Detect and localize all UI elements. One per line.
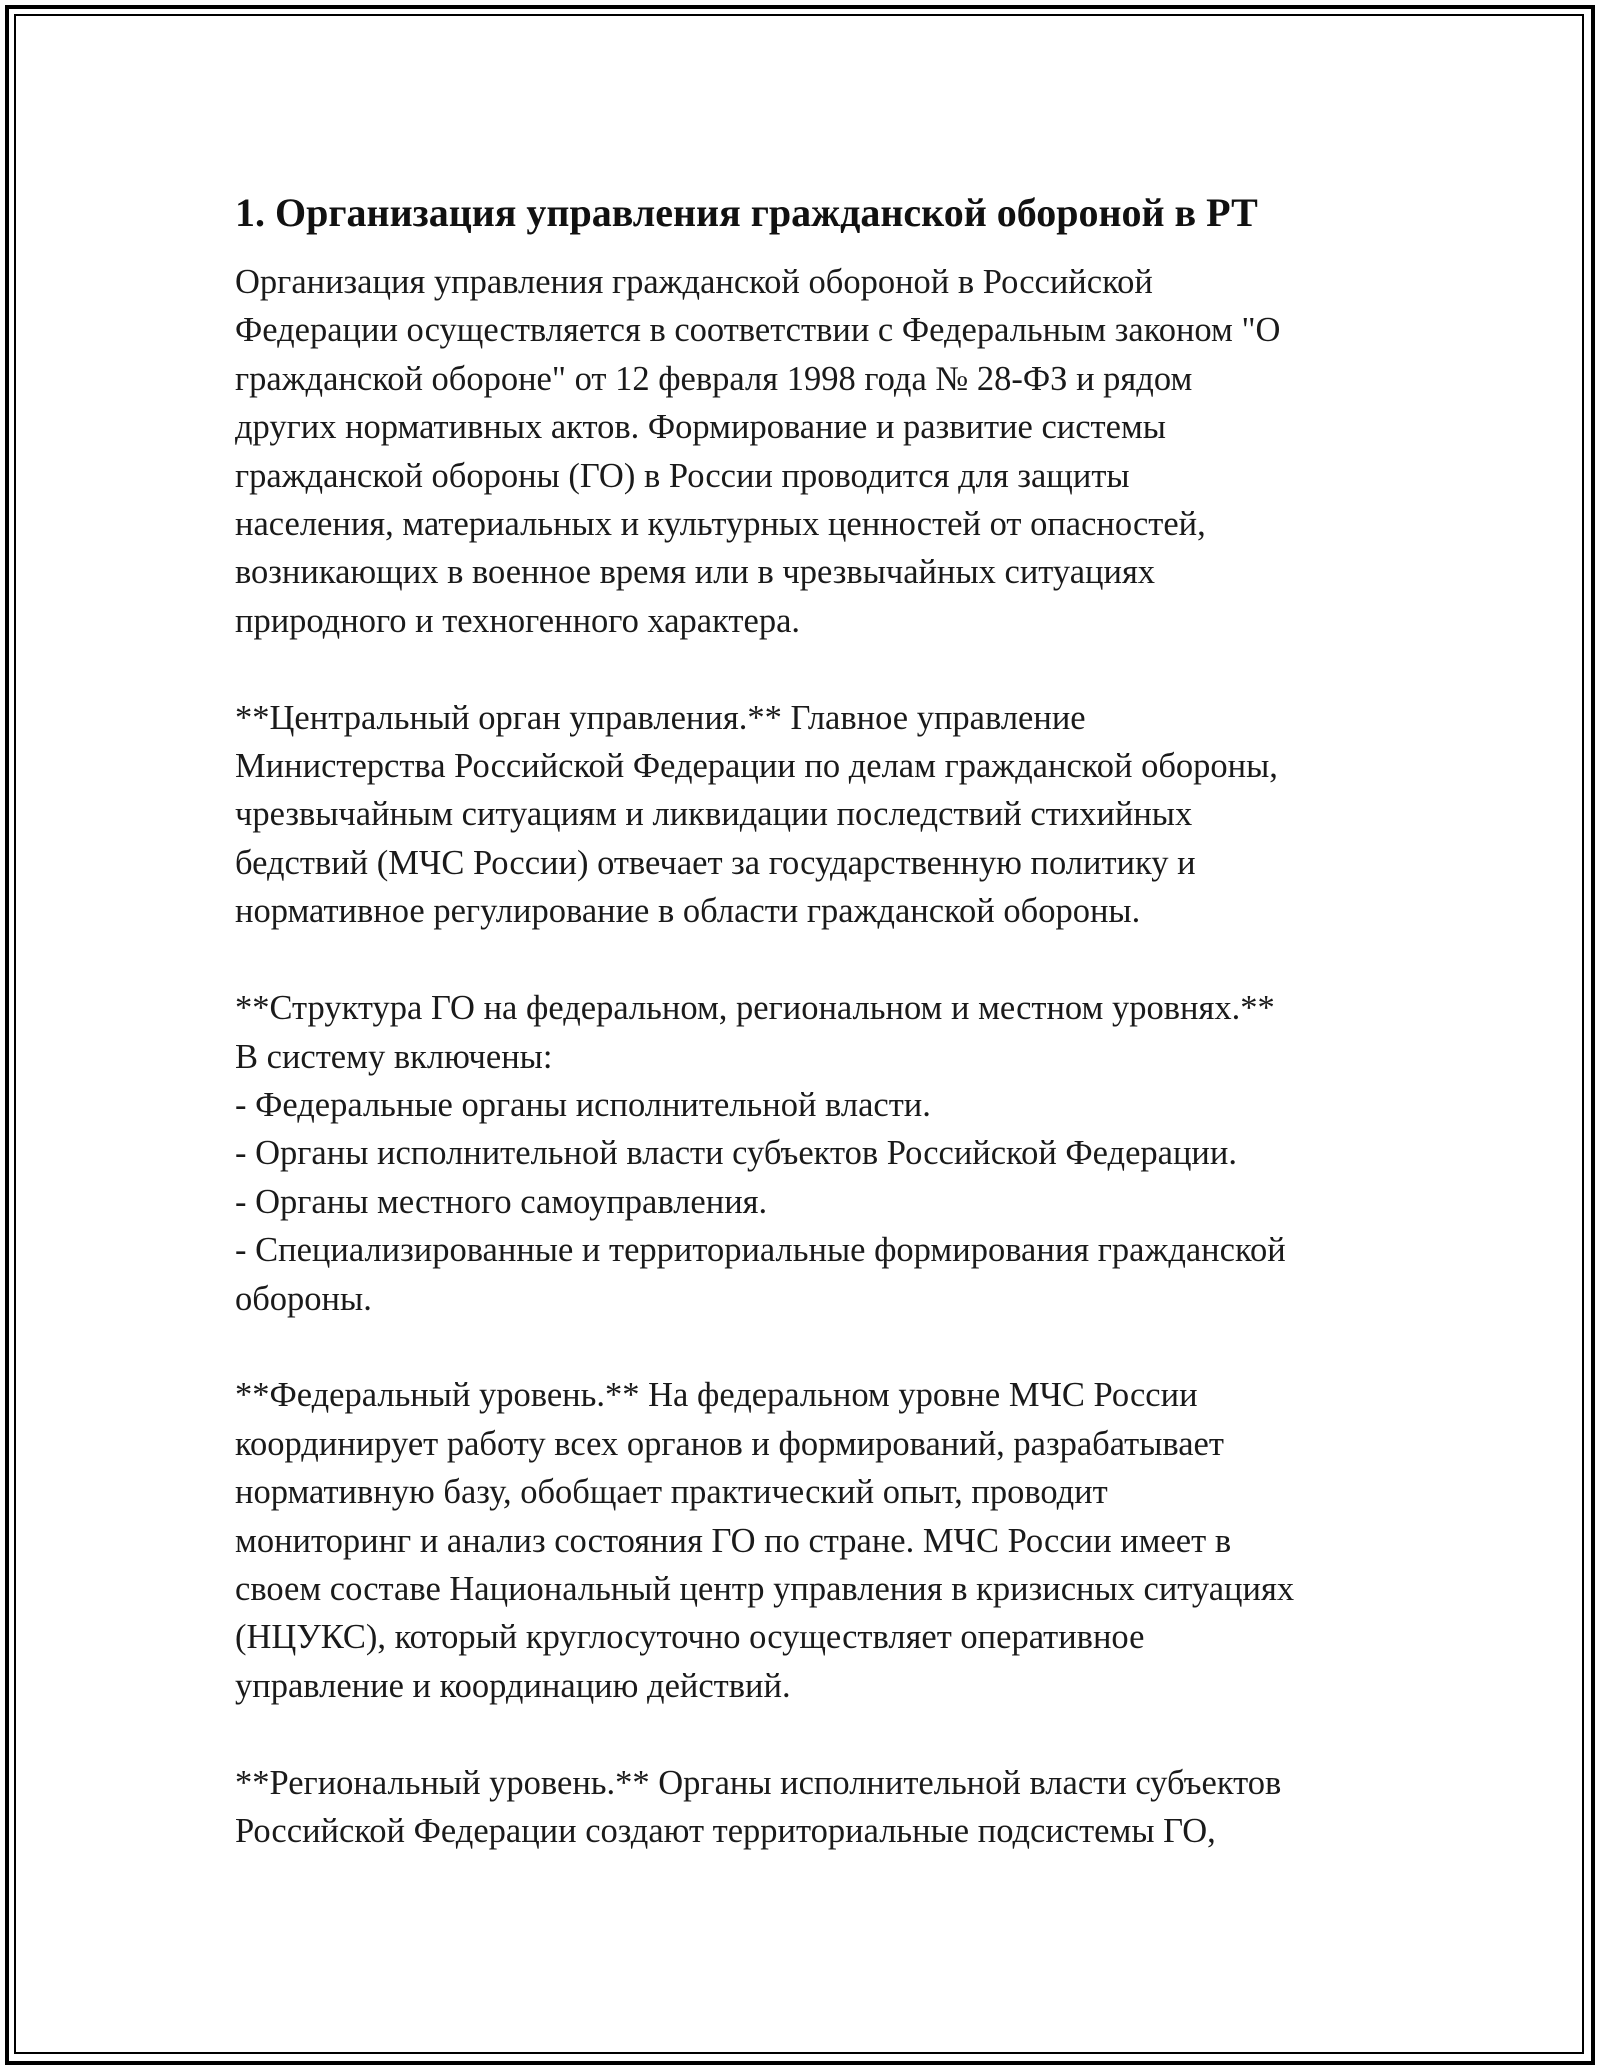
text-line: гражданской обороны (ГО) в России проводится для защиты — [235, 456, 1130, 495]
text-line: бедствий (МЧС России) отвечает за государственную политику и — [235, 843, 1196, 882]
text-line: **Структура ГО на федеральном, региональном и местном уровнях.** — [235, 989, 1275, 1028]
blank-line — [235, 645, 1375, 693]
text-line: - Органы исполнительной власти субъектов Российской Федерации. — [235, 1134, 1237, 1173]
text-line: нормативную базу, обобщает практический опыт, проводит — [235, 1473, 1108, 1512]
text-line: (НЦУКС), который круглосуточно осуществляет оперативное — [235, 1618, 1145, 1657]
text-line: - Федеральные органы исполнительной власти. — [235, 1085, 931, 1124]
text-line: **Федеральный уровень.** На федеральном уровне МЧС России — [235, 1376, 1198, 1415]
text-line: управление и координацию действий. — [235, 1666, 791, 1705]
document-title: 1. Организация управления гражданской обороной в РТ — [235, 190, 1258, 235]
text-line: чрезвычайным ситуациям и ликвидации последствий стихийных — [235, 795, 1193, 834]
text-line: возникающих в военное время или в чрезвычайных ситуациях — [235, 553, 1156, 592]
text-line: обороны. — [235, 1279, 372, 1318]
text-line: мониторинг и анализ состояния ГО по стране. МЧС России имеет в — [235, 1521, 1232, 1560]
text-line: - Органы местного самоуправления. — [235, 1182, 768, 1221]
document-text — [235, 258, 1375, 1855]
text-line: координирует работу всех органов и формирований, разрабатывает — [235, 1424, 1224, 1463]
text-line: других нормативных актов. Формирование и развитие системы — [235, 408, 1166, 447]
text-line: населения, материальных и культурных ценностей от опасностей, — [235, 505, 1206, 544]
text-line: **Региональный уровень.** Органы исполнительной власти субъектов — [235, 1763, 1282, 1802]
text-line: нормативное регулирование в области гражданской обороны. — [235, 892, 1141, 931]
blank-line — [235, 936, 1375, 984]
text-line: своем составе Национальный центр управления в кризисных ситуациях — [235, 1569, 1295, 1608]
text-line: - Специализированные и территориальные формирования гражданской — [235, 1231, 1286, 1270]
text-line: Российской Федерации создают территориальные подсистемы ГО, — [235, 1812, 1216, 1850]
text-line: гражданской обороне" от 12 февраля 1998 года № 28-ФЗ и рядом — [235, 359, 1193, 398]
document-body — [235, 185, 1375, 1855]
text-line: **Центральный орган управления.** Главное управление — [235, 698, 1086, 737]
text-line: Федерации осуществляется в соответствии с Федеральным законом "О — [235, 311, 1281, 350]
blank-line — [235, 1710, 1375, 1758]
text-line: Организация управления гражданской обороной в Российской — [235, 263, 1153, 301]
text-line: природного и техногенного характера. — [235, 601, 801, 640]
text-line: Министерства Российской Федерации по делам гражданской обороны, — [235, 747, 1278, 786]
blank-line — [235, 1323, 1375, 1371]
text-line: В систему включены: — [235, 1037, 553, 1076]
